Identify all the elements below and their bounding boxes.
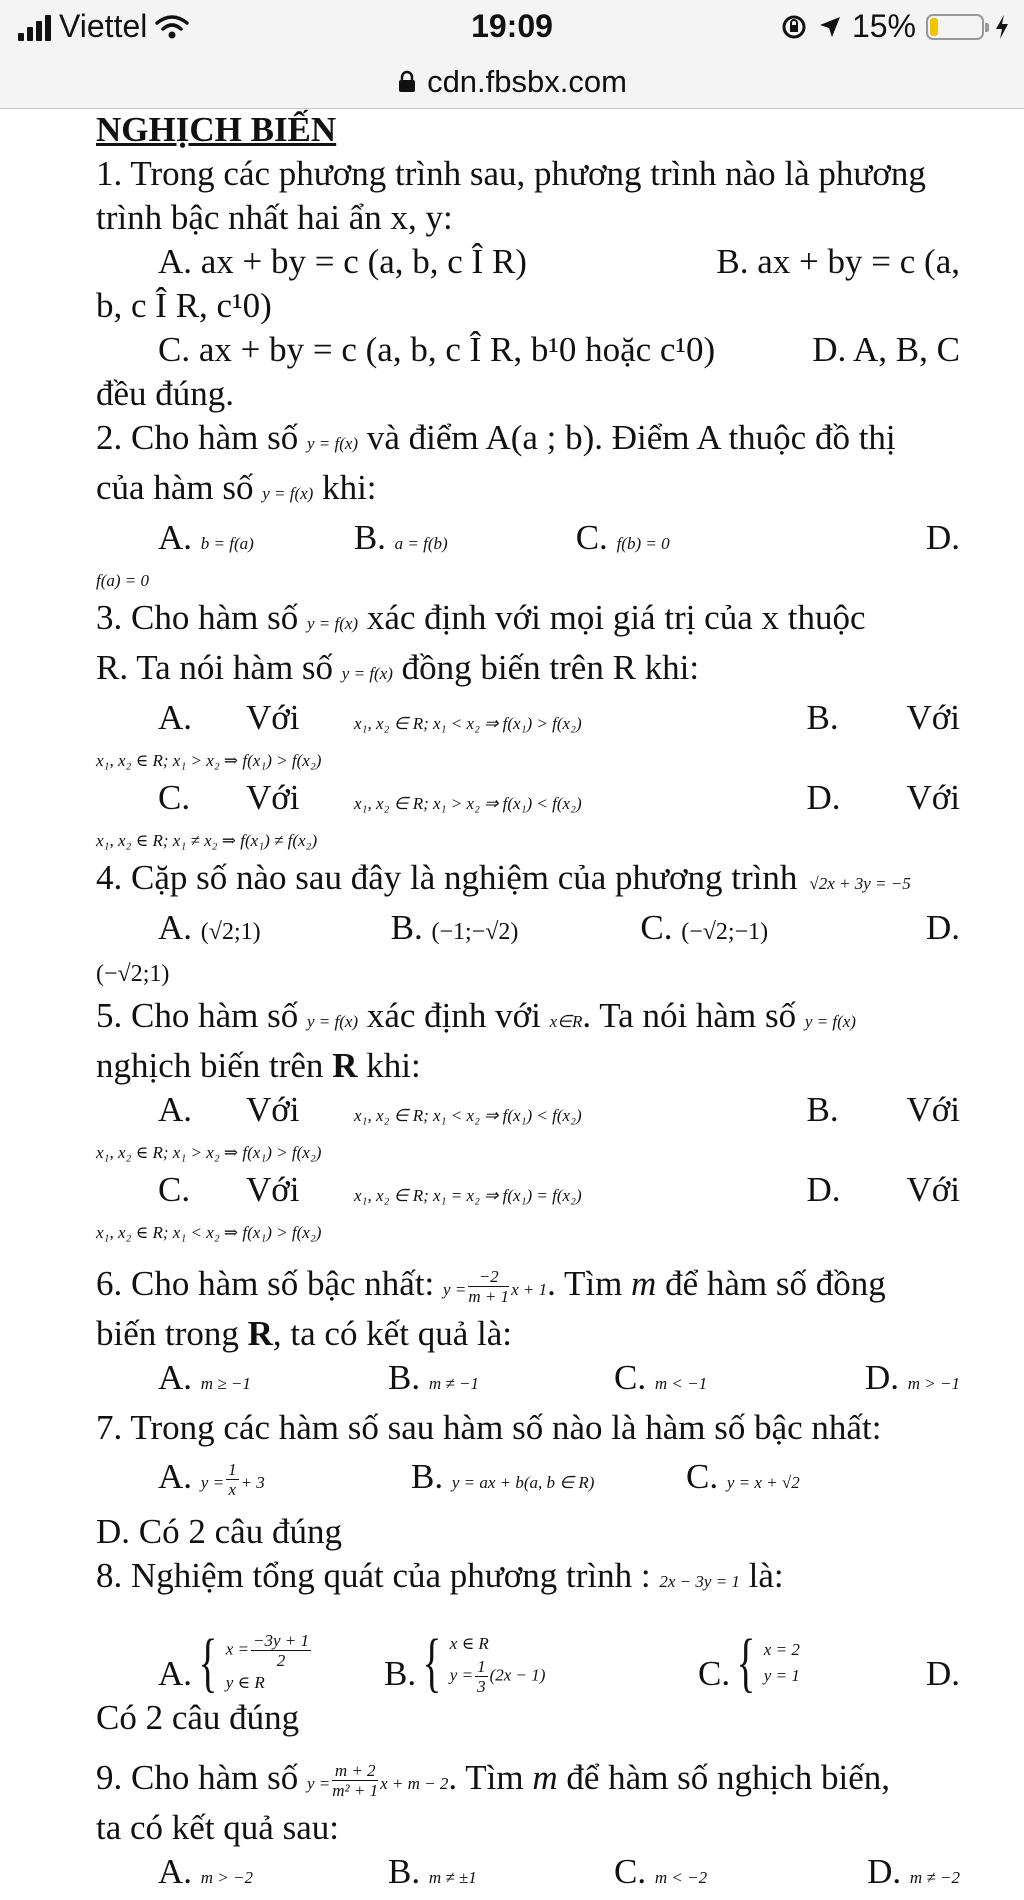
q9-fraction	[332, 1761, 378, 1800]
q5-line2	[96, 1044, 960, 1088]
q8-options	[96, 1604, 960, 1699]
q8-frac-num: 1	[477, 1656, 486, 1676]
q5-option-b-math: x₁, x₂ ∈ R; x₁ > x₂ ⇒ f(x₁) > f(x₂)	[96, 1143, 322, 1162]
q1-line2: trình bậc nhất hai ẩn x, y:	[96, 198, 453, 237]
q9-option-a-math: m > −2	[200, 1868, 254, 1887]
q1-option-d: D. A, B, C	[812, 330, 960, 369]
q2-option-a	[158, 516, 254, 566]
q1-options-ab	[96, 240, 960, 284]
q2-text: của hàm số	[96, 468, 254, 507]
q7-option-c	[686, 1455, 800, 1505]
q4-option-c-label: C.	[640, 908, 673, 947]
q3-option-c-math: x₁, x₂ ∈ R; x₁ > x₂ ⇒ f(x₁) < f(x₂)	[354, 794, 582, 813]
status-time: 19:09	[471, 8, 553, 44]
q6-text: 6. Cho hàm số bậc nhất:	[96, 1264, 435, 1303]
q6-math: x + 1	[511, 1280, 548, 1299]
q6-text: , ta có kết quả là:	[272, 1314, 512, 1353]
q2-text: 2. Cho hàm số	[96, 418, 299, 457]
q5-option-c-math: x₁, x₂ ∈ R; x₁ = x₂ ⇒ f(x₁) = f(x₂)	[354, 1186, 582, 1205]
q6-option-b-math: m ≠ −1	[428, 1374, 479, 1393]
q5-option-b-label: B.	[806, 1090, 839, 1129]
q6-text: để hàm số đồng	[665, 1264, 886, 1303]
q8-frac-num: −3y + 1	[253, 1630, 309, 1650]
q7-option-a-fraction	[226, 1460, 239, 1499]
q5-option-c-label: C.	[158, 1170, 191, 1209]
q2-option-c-math: f(b) = 0	[616, 534, 670, 553]
q3-option-b-math: x₁, x₂ ∈ R; x₁ > x₂ ⇒ f(x₁) > f(x₂)	[96, 751, 322, 770]
q5-text: . Ta nói hàm số	[582, 996, 797, 1035]
q9-line1	[96, 1756, 960, 1806]
q4-option-d-math: (−√2;1)	[96, 961, 170, 987]
q6-var-m: m	[631, 1264, 657, 1303]
rotation-lock-icon	[780, 13, 808, 41]
q7-option-a-math: y =	[200, 1473, 225, 1492]
q9-option-b	[388, 1850, 614, 1900]
q8-option-b	[384, 1626, 698, 1699]
q3-option-c-label: C.	[158, 778, 191, 817]
q2-option-d-label: D.	[925, 518, 960, 557]
q3-text: 3. Cho hàm số	[96, 598, 299, 637]
q9-text: 9. Cho hàm số	[96, 1758, 299, 1797]
q8-math: 2x − 3y = 1	[659, 1572, 740, 1591]
q5-options-ab	[96, 1088, 960, 1138]
q3-math: y = f(x)	[306, 614, 359, 633]
q6-fraction	[468, 1267, 509, 1306]
lock-icon	[397, 70, 417, 94]
status-bar	[0, 0, 1024, 56]
q3-text: xác định với mọi giá trị của x thuộc	[366, 598, 866, 637]
q3-option-d-math: x₁, x₂ ∈ R; x₁ ≠ x₂ ⇒ f(x₁) ≠ f(x₂)	[96, 831, 318, 850]
q8-option-c	[698, 1626, 800, 1699]
q5-text: 5. Cho hàm số	[96, 996, 299, 1035]
q5-line1	[96, 994, 960, 1044]
q7-option-a	[158, 1455, 411, 1505]
q6-text: . Tìm	[547, 1264, 623, 1303]
q6-option-d-math: m > −1	[907, 1374, 960, 1393]
q2-option-d-math: f(a) = 0	[96, 571, 150, 590]
q2-line2	[96, 466, 960, 516]
q8-brace: {	[198, 1626, 218, 1699]
q5-options-cd	[96, 1168, 960, 1218]
q7-frac-num: 1	[228, 1460, 237, 1480]
q9-line2: ta có kết quả sau:	[96, 1808, 339, 1847]
q4-option-d-label: D.	[925, 908, 960, 947]
q2-text: và điểm A(a ; b). Điểm A thuộc đồ thị	[366, 418, 896, 457]
url-bar[interactable]	[0, 56, 1024, 109]
q2-math: y = f(x)	[262, 484, 314, 503]
q7-option-b-math: y = ax + b(a, b ∈ R)	[451, 1473, 595, 1492]
q8-brace: {	[736, 1626, 756, 1699]
q8-option-a	[158, 1626, 384, 1699]
url-domain: cdn.fbsbx.com	[427, 64, 627, 99]
q2-option-c	[576, 516, 670, 566]
location-arrow-icon	[818, 15, 842, 39]
q9-option-a-label: A.	[158, 1852, 193, 1891]
q9-option-d-math: m ≠ −2	[909, 1868, 960, 1887]
q3-options-cd	[96, 776, 960, 826]
q9-option-b-math: m ≠ ±1	[428, 1868, 477, 1887]
q9-math: x + m − 2	[380, 1774, 449, 1793]
q6-frac-den: m + 1	[468, 1287, 510, 1307]
q9-option-d-label: D.	[867, 1852, 902, 1891]
q5-option-d-word: Với	[906, 1170, 960, 1209]
q3-text: đồng biến trên R khi:	[401, 648, 700, 687]
q5-option-a-label: A.	[158, 1090, 193, 1129]
q8-line1	[96, 1554, 960, 1604]
q6-option-b	[388, 1356, 614, 1406]
q8-option-c-eq1: x = 2	[763, 1640, 800, 1659]
q5-option-a-math: x₁, x₂ ∈ R; x₁ < x₂ ⇒ f(x₁) < f(x₂)	[354, 1106, 582, 1125]
q8-option-c-label: C.	[698, 1654, 731, 1693]
q7-line1: 7. Trong các hàm số sau hàm số nào là hàm số bậc nhất:	[96, 1408, 882, 1447]
q6-text: biến trong	[96, 1314, 239, 1353]
q6-options	[96, 1356, 960, 1406]
q1-options-cd	[96, 328, 960, 372]
q1-line1: 1. Trong các phương trình sau, phương trình nào là phương	[96, 154, 926, 193]
q8-brace: {	[422, 1626, 442, 1699]
q8-option-b-system	[416, 1626, 546, 1699]
q8-option-b-eq2-post: (2x − 1)	[489, 1664, 546, 1684]
q7-option-c-math: y = x + √2	[726, 1473, 800, 1492]
q9-option-b-label: B.	[388, 1852, 421, 1891]
status-right	[780, 8, 1010, 45]
q4-option-a	[158, 906, 261, 954]
q4-option-a-label: A.	[158, 908, 193, 947]
q3-line1	[96, 596, 960, 646]
q3-text: R. Ta nói hàm số	[96, 648, 334, 687]
q8-option-b-label: B.	[384, 1654, 417, 1693]
q9-frac-num: m + 2	[332, 1761, 378, 1781]
q2-math: y = f(x)	[306, 434, 359, 453]
q2-option-a-math: b = f(a)	[200, 534, 254, 553]
q3-option-d-word: Với	[906, 778, 960, 817]
battery-icon	[926, 14, 984, 40]
q6-option-a-math: m ≥ −1	[200, 1374, 251, 1393]
q2-text: khi:	[322, 468, 377, 507]
q1-option-c: C. ax + by = c (a, b, c Î R, b¹0 hoặc c¹0)	[158, 330, 716, 369]
q5-math: x∈R	[549, 1012, 583, 1031]
charging-bolt-icon	[994, 14, 1010, 40]
q8-option-d-cont: Có 2 câu đúng	[96, 1698, 300, 1737]
q3-option-b-word: Với	[906, 698, 960, 737]
q9-var-m: m	[532, 1758, 558, 1797]
q6-option-b-label: B.	[388, 1358, 421, 1397]
q3-math: y = f(x)	[341, 664, 393, 683]
q4-text: 4. Cặp số nào sau đây là nghiệm của phương trình	[96, 858, 798, 897]
q5-option-a-word: Với	[246, 1090, 300, 1129]
q4-option-c	[640, 906, 768, 954]
q8-text: là:	[748, 1556, 784, 1595]
q6-option-c	[614, 1356, 707, 1406]
q2-option-c-label: C.	[575, 518, 608, 557]
q5-option-d-math: x₁, x₂ ∈ R; x₁ < x₂ ⇒ f(x₁) > f(x₂)	[96, 1223, 322, 1242]
q3-option-b-label: B.	[806, 698, 839, 737]
q8-frac-den: 3	[477, 1676, 486, 1696]
q6-option-a	[158, 1356, 388, 1406]
q8-option-a-eq1	[226, 1631, 313, 1670]
q3-option-a-label: A.	[158, 698, 193, 737]
battery-level	[930, 18, 938, 36]
q5-text: xác định với	[366, 996, 541, 1035]
q1-option-b: B. ax + by = c (a,	[716, 242, 960, 281]
q8-option-c-system	[730, 1626, 800, 1699]
q2-option-b	[354, 516, 448, 566]
q2-options	[96, 516, 960, 566]
q2-option-b-label: B.	[353, 518, 386, 557]
q6-option-d	[865, 1356, 960, 1406]
q3-option-a-math: x₁, x₂ ∈ R; x₁ < x₂ ⇒ f(x₁) > f(x₂)	[354, 714, 582, 733]
q2-option-a-label: A.	[158, 518, 193, 557]
q8-option-a-label: A.	[158, 1654, 193, 1693]
q3-option-a-word: Với	[246, 698, 300, 737]
q8-option-b-eq2-pre: y =	[449, 1664, 474, 1684]
q8-option-b-eq1: x ∈ R	[449, 1633, 489, 1653]
q9-frac-den: m² + 1	[332, 1781, 379, 1801]
q8-option-a-eq1-pre: x =	[225, 1638, 249, 1658]
q1-option-d-cont: đều đúng.	[96, 374, 235, 413]
q7-option-a-math: + 3	[240, 1473, 265, 1492]
q1-option-a: A. ax + by = c (a, b, c Î R)	[158, 242, 527, 281]
q8-frac-den: 2	[276, 1650, 286, 1670]
q6-option-a-label: A.	[158, 1358, 193, 1397]
q5-option-c-word: Với	[246, 1170, 300, 1209]
q5-text: khi:	[366, 1046, 421, 1085]
q8-option-b-eq2	[450, 1657, 546, 1696]
q9-options	[96, 1850, 960, 1900]
q3-option-d-label: D.	[806, 778, 841, 817]
q6-line1	[96, 1262, 960, 1312]
q6-option-c-label: C.	[614, 1358, 647, 1397]
q7-frac-den: x	[228, 1480, 237, 1500]
q6-frac-num: −2	[468, 1267, 509, 1287]
q8-option-b-fraction	[475, 1657, 488, 1696]
q6-line2	[96, 1312, 960, 1356]
q7-option-b-label: B.	[411, 1457, 444, 1496]
q9-option-c-math: m < −2	[654, 1868, 708, 1887]
q5-option-d-label: D.	[806, 1170, 841, 1209]
q4-option-b-math: (−1;−√2)	[431, 919, 519, 945]
q7-option-c-label: C.	[686, 1457, 719, 1496]
q9-option-a	[158, 1850, 388, 1900]
document-body	[96, 108, 960, 1900]
q8-option-d-label: D.	[925, 1654, 960, 1693]
q9-option-d	[867, 1850, 960, 1900]
q8-option-a-system	[192, 1626, 313, 1699]
q3-option-c-word: Với	[246, 778, 300, 817]
q5-bold-r: R	[332, 1046, 358, 1085]
q5-option-b-word: Với	[906, 1090, 960, 1129]
q8-option-c-eq2: y = 1	[763, 1666, 800, 1685]
q5-text: nghịch biến trên	[96, 1046, 324, 1085]
q4-math: √2x + 3y = −5	[809, 874, 911, 893]
q4-option-b	[391, 906, 519, 954]
q4-options	[96, 906, 960, 954]
q9-option-c	[614, 1850, 707, 1900]
carrier-name: Viettel	[59, 8, 148, 44]
q9-text: để hàm số nghịch biến,	[566, 1758, 891, 1797]
q2-option-b-math: a = f(b)	[394, 534, 448, 553]
q8-text: 8. Nghiệm tổng quát của phương trình :	[96, 1556, 651, 1595]
q4-option-b-label: B.	[390, 908, 423, 947]
q6-option-c-math: m < −1	[654, 1374, 708, 1393]
q4-option-c-math: (−√2;−1)	[681, 919, 769, 945]
doc-heading: NGHỊCH BIẾN	[96, 110, 337, 149]
q1-option-b-cont: b, c Î R, c¹0)	[96, 286, 272, 325]
q8-option-a-eq2: y ∈ R	[225, 1672, 265, 1692]
q4-line1	[96, 856, 960, 906]
q3-line2	[96, 646, 960, 696]
q5-math: y = f(x)	[306, 1012, 359, 1031]
battery-percent: 15%	[851, 8, 916, 44]
q4-option-a-math: (√2;1)	[200, 919, 261, 945]
q9-text: . Tìm	[448, 1758, 524, 1797]
q6-math: y =	[443, 1280, 467, 1299]
q6-bold-r: R	[247, 1314, 273, 1353]
q3-options-ab	[96, 696, 960, 746]
q2-line1	[96, 416, 960, 466]
q8-option-a-fraction	[251, 1631, 311, 1670]
q5-math: y = f(x)	[804, 1012, 856, 1031]
q9-math: y =	[306, 1774, 331, 1793]
q7-option-a-label: A.	[158, 1457, 193, 1496]
q6-option-d-label: D.	[864, 1358, 900, 1397]
q7-options	[96, 1450, 960, 1510]
q9-option-c-label: C.	[614, 1852, 647, 1891]
q7-option-b	[411, 1455, 686, 1505]
q7-option-d: D. Có 2 câu đúng	[96, 1512, 342, 1551]
